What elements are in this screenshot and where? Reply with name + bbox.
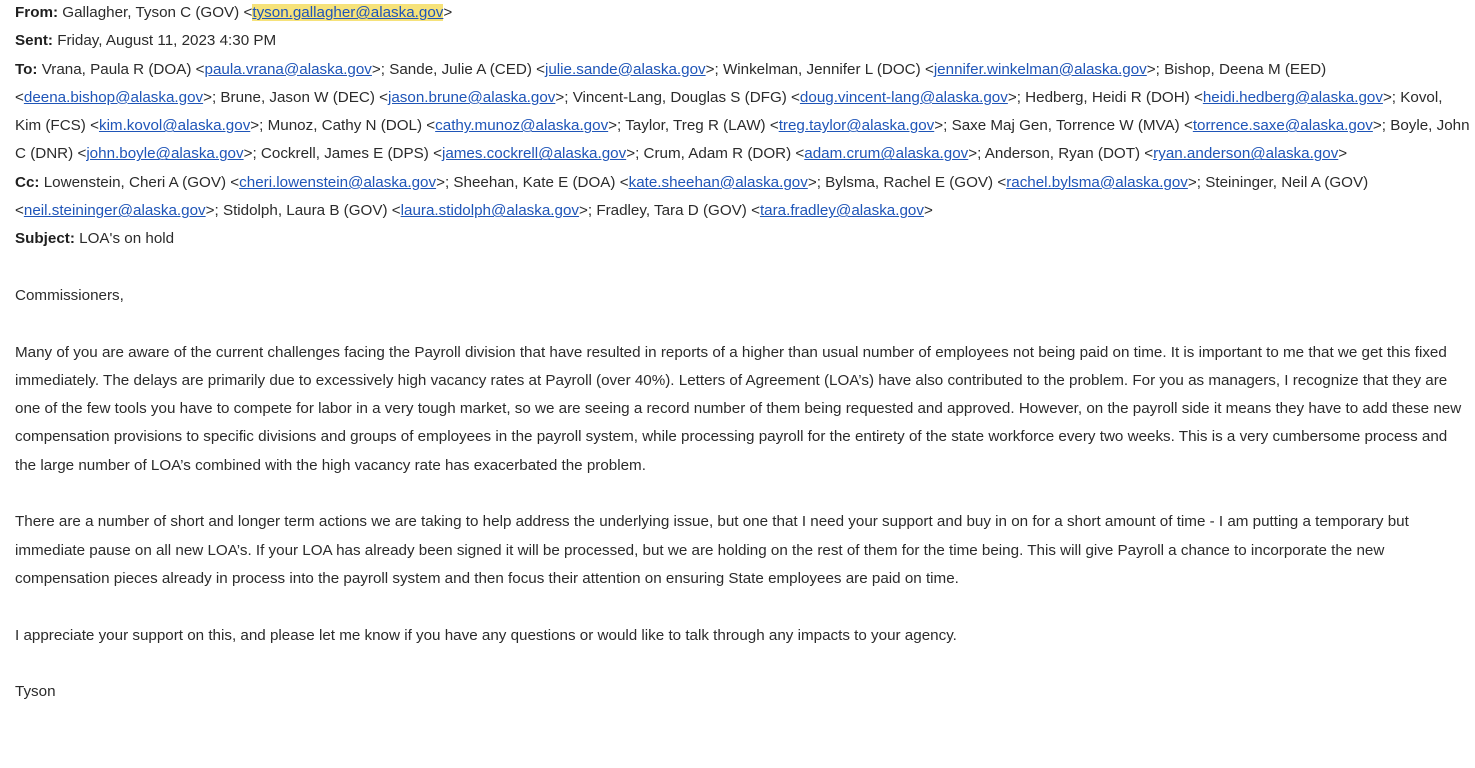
from-name: Gallagher, Tyson C (GOV) [62, 4, 240, 21]
to-line: To: Vrana, Paula R (DOA) <paula.vrana@alaska.gov>; Sande, Julie A (CED) <julie.sande@alaska.gov>; Winkelman, Jennifer L (DOC) <jennifer.winkelman@alaska.gov>; Bishop, Deena M (EED) <deena.bishop@alaska.gov>; Brune, Jason W (DEC) <jason.brune@alaska.gov>; Vincent-Lang, Douglas S (DFG) <doug.vincent-lang@alaska.gov>; Hedberg, Heidi R (DOH) <heidi.hedberg@alaska.gov>; Kovol, Kim (FCS) <kim.kovol@alaska.gov>; Munoz, Cathy N (DOL) <cathy.munoz@alaska.gov>; Taylor, Treg R (LAW) <treg.taylor@alaska.gov>; Saxe Maj Gen, Torrence W (MVA) <torrence.saxe@alaska.gov>; Boyle, John C (DNR) <john.boyle@alaska.gov>; Cockrell, James E (DPS) <james.cockrell@alaska.gov>; Crum, Adam R (DOR) <adam.crum@alaska.gov>; Anderson, Ryan (DOT) <ryan.anderson@alaska.gov> [15, 60, 1470, 163]
to-recipient-name: Anderson, Ryan (DOT) [984, 145, 1141, 163]
to-recipient-email-link[interactable]: jennifer.winkelman@alaska.gov [933, 60, 1147, 78]
to-recipient-email-link[interactable]: ryan.anderson@alaska.gov [1153, 145, 1339, 163]
to-recipient-email-link[interactable]: james.cockrell@alaska.gov [441, 145, 627, 163]
to-recipient-name: Cockrell, James E (DPS) [260, 145, 429, 163]
subject-value: LOA's on hold [79, 230, 175, 248]
cc-recipient-email-link[interactable]: kate.sheehan@alaska.gov [628, 173, 808, 191]
to-recipient-email-link[interactable]: john.boyle@alaska.gov [86, 145, 244, 163]
from-label: From: [15, 4, 59, 21]
to-recipient-name: Bishop, Deena M (EED) [1164, 60, 1327, 78]
to-recipient-name: Munoz, Cathy N (DOL) [267, 117, 423, 135]
to-recipient-name: Brune, Jason W (DEC) [220, 88, 375, 106]
spacer [15, 650, 1470, 678]
body-paragraph-1: Many of you are aware of the current challenges facing the Payroll division that have resulted in reports of a higher than usual number of employees not being paid on time. It is important to me that we get this fixed immediately. The delays are primarily due to excessively high vacancy rates at Payroll (over 40%). Letters of Agreement (LOA’s) have also contributed to the problem. For you as managers, I recognize that they are one of the few tools you have to compete for labor in a very tough market, so we are seeing a record number of them being requested and approved. However, on the payroll side it means they have to add these new compensation provisions to specific divisions and groups of employees in the payroll system, while processing payroll for the entirety of the state workforce every two weeks. This is a very cumbersome process and the large number of LOA’s combined with the high vacancy rate has exacerbated the problem. [15, 343, 1462, 474]
cc-recipient-email-link[interactable]: neil.steininger@alaska.gov [23, 202, 206, 220]
to-recipient-name: Boyle, John C (DNR) [15, 117, 1470, 163]
to-label: To: [15, 60, 38, 78]
to-recipient-email-link[interactable]: paula.vrana@alaska.gov [204, 60, 372, 78]
to-recipient-email-link[interactable]: torrence.saxe@alaska.gov [1192, 117, 1373, 135]
subject-label: Subject: [15, 230, 75, 248]
email-message [15, 0, 1470, 706]
cc-recipient-name: Steininger, Neil A (GOV) [1205, 173, 1369, 191]
to-recipient-email-link[interactable]: julie.sande@alaska.gov [544, 60, 706, 78]
cc-label: Cc: [15, 173, 40, 191]
cc-recipient-email-link[interactable]: rachel.bylsma@alaska.gov [1006, 173, 1188, 191]
to-recipient-name: Crum, Adam R (DOR) [643, 145, 792, 163]
to-recipient-email-link[interactable]: heidi.hedberg@alaska.gov [1202, 88, 1383, 106]
body-paragraph-3: I appreciate your support on this, and please let me know if you have any questions or would like to talk through any impacts to your agency. [15, 626, 957, 644]
to-recipient-email-link[interactable]: kim.kovol@alaska.gov [98, 117, 251, 135]
cc-recipient-name: Bylsma, Rachel E (GOV) [825, 173, 994, 191]
sent-line [15, 27, 1470, 55]
to-recipient-name: Taylor, Treg R (LAW) [625, 117, 766, 135]
to-recipient-email-link[interactable]: doug.vincent-lang@alaska.gov [799, 88, 1008, 106]
cc-recipient-name: Fradley, Tara D (GOV) [596, 202, 747, 220]
spacer [15, 310, 1470, 338]
to-recipient-email-link[interactable]: cathy.munoz@alaska.gov [435, 117, 609, 135]
sent-label: Sent: [15, 32, 53, 50]
to-recipient-email-link[interactable]: deena.bishop@alaska.gov [23, 88, 204, 106]
spacer [15, 254, 1470, 282]
cc-recipient-email-link[interactable]: tara.fradley@alaska.gov [759, 202, 924, 220]
from-email-link[interactable]: tyson.gallagher@alaska.gov [252, 4, 444, 21]
to-recipient-name: Hedberg, Heidi R (DOH) [1025, 88, 1190, 106]
cc-recipient-email-link[interactable]: laura.stidolph@alaska.gov [400, 202, 580, 220]
to-recipient-name: Vincent-Lang, Douglas S (DFG) [572, 88, 787, 106]
to-recipient-email-link[interactable]: adam.crum@alaska.gov [804, 145, 969, 163]
greeting: Commissioners, [15, 286, 124, 304]
to-recipient-name: Saxe Maj Gen, Torrence W (MVA) [951, 117, 1180, 135]
cc-recipient-name: Stidolph, Laura B (GOV) [222, 202, 388, 220]
to-recipient-name: Vrana, Paula R (DOA) [41, 60, 192, 78]
subject-line [15, 225, 1470, 253]
cc-recipient-name: Sheehan, Kate E (DOA) [453, 173, 616, 191]
to-recipient-name: Kovol, Kim (FCS) [15, 88, 1443, 135]
to-recipient-name: Winkelman, Jennifer L (DOC) [722, 60, 921, 78]
from-line: From: Gallagher, Tyson C (GOV) <tyson.gallagher@alaska.gov> [15, 4, 453, 21]
spacer [15, 593, 1470, 621]
sent-value: Friday, August 11, 2023 4:30 PM [57, 32, 277, 50]
to-recipient-email-link[interactable]: jason.brune@alaska.gov [387, 88, 556, 106]
signature: Tyson [15, 683, 56, 701]
to-recipient-name: Sande, Julie A (CED) [389, 60, 532, 78]
to-recipient-email-link[interactable]: treg.taylor@alaska.gov [778, 117, 935, 135]
spacer [15, 480, 1470, 508]
body-paragraph-2: There are a number of short and longer term actions we are taking to help address the underlying issue, but one that I need your support and buy in on for a short amount of time - I am putting a temporary but immediate pause on all new LOA’s. If your LOA has already been signed it will be processed, but we are holding on the rest of them for the time being. This will give Payroll a chance to incorporate the new compensation pieces already in process into the payroll system and then focus their attention on ensuring State employees are paid on time. [15, 513, 1409, 587]
cc-line: Cc: Lowenstein, Cheri A (GOV) <cheri.lowenstein@alaska.gov>; Sheehan, Kate E (DOA) <kate.sheehan@alaska.gov>; Bylsma, Rachel E (GOV) <rachel.bylsma@alaska.gov>; Steininger, Neil A (GOV) <neil.steininger@alaska.gov>; Stidolph, Laura B (GOV) <laura.stidolph@alaska.gov>; Fradley, Tara D (GOV) <tara.fradley@alaska.gov> [15, 173, 1369, 220]
cc-recipient-email-link[interactable]: cheri.lowenstein@alaska.gov [239, 173, 437, 191]
cc-recipient-name: Lowenstein, Cheri A (GOV) [43, 173, 227, 191]
